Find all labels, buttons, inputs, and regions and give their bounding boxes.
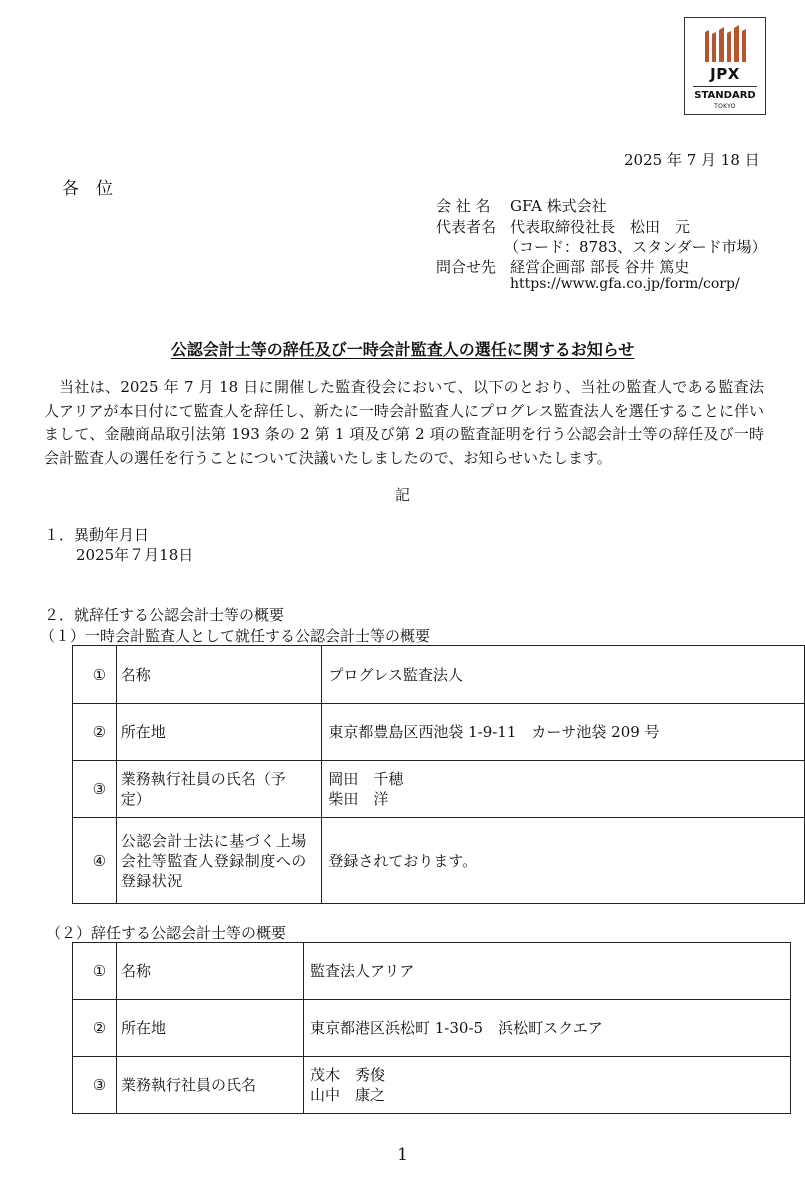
row-number: ① — [73, 943, 117, 1000]
contact-label: 問合せ先 — [436, 258, 497, 276]
jpx-standard-logo — [684, 17, 766, 115]
row-value: 登録されております。 — [322, 818, 805, 904]
table-row — [73, 1000, 791, 1057]
body-paragraph: 当社は、2025 年 7 月 18 日に開催した監査役会において、以下のとおり、当社の監査人である監査法人アリアが本日付にて監査人を辞任し、新たに一時会計監査人にプログレス監査法人を選任することに伴いまして、金融商品取引法第 193 条の 2 第 1 項及び第 2 項の監査証明を行う公認会計士等の辞任及び一時会計監査人の選任を行うことについて決議いたしましたので、お知らせいたします。 — [44, 378, 764, 467]
table-row — [73, 818, 805, 904]
addressee: 各 位 — [62, 179, 113, 199]
row-number: ② — [73, 1000, 117, 1057]
new-auditor-table — [72, 645, 805, 904]
row-number: ② — [73, 704, 117, 761]
row-label: 公認会計士法に基づく上場会社等監査人登録制度への登録状況 — [116, 818, 322, 904]
logo-standard-text: STANDARD — [694, 90, 756, 101]
company-name-label: 会 社 名 — [436, 197, 491, 215]
row-label: 名称 — [116, 646, 322, 704]
partner-name: 茂木 秀俊 — [310, 1066, 386, 1084]
ki-marker: 記 — [394, 486, 410, 504]
company-name: GFA 株式会社 — [510, 197, 607, 215]
row-value: 監査法人アリア — [304, 943, 791, 1000]
row-label: 所在地 — [116, 704, 322, 761]
section1-heading: １．異動年月日 — [44, 526, 150, 544]
contact-person: 経営企画部 部長 谷井 篤史 — [510, 258, 690, 276]
partner-name: 岡田 千穂 — [328, 770, 404, 788]
table-row — [73, 646, 805, 704]
row-value — [304, 1057, 791, 1114]
table-row — [73, 761, 805, 818]
table-row — [73, 943, 791, 1000]
logo-jpx-text: JPX — [710, 65, 740, 83]
table-row — [73, 1057, 791, 1114]
logo-divider — [693, 86, 757, 87]
row-label: 業務執行社員の氏名 — [117, 1057, 304, 1114]
row-label: 業務執行社員の氏名（予定） — [116, 761, 322, 818]
row-number: ① — [73, 646, 117, 704]
resigning-auditor-table — [72, 942, 791, 1114]
page-number: 1 — [397, 1145, 408, 1165]
document-title: 公認会計士等の辞任及び一時会計監査人の選任に関するお知らせ — [170, 340, 635, 359]
company-code: （コード：8783、スタンダード市場） — [504, 238, 767, 256]
row-value — [322, 761, 805, 818]
section2-sub1-heading: （１）一時会計監査人として就任する公認会計士等の概要 — [40, 627, 431, 645]
section2-sub2-heading: （２）辞任する公認会計士等の概要 — [46, 924, 287, 942]
partner-name: 柴田 洋 — [328, 790, 389, 808]
row-number: ④ — [73, 818, 117, 904]
logo-tokyo-text: TOKYO — [714, 103, 736, 110]
row-value: 東京都港区浜松町 1-30-5 浜松町スクエア — [304, 1000, 791, 1057]
representative-label: 代表者名 — [436, 218, 497, 236]
section1-value: 2025年７月18日 — [76, 546, 194, 564]
jpx-bars-icon — [703, 24, 749, 64]
contact-url[interactable]: https://www.gfa.co.jp/form/corp/ — [510, 276, 740, 292]
partner-name: 山中 康之 — [310, 1086, 386, 1104]
row-number: ③ — [73, 761, 117, 818]
document-date: 2025 年 7 月 18 日 — [624, 151, 760, 169]
row-value: 東京都豊島区西池袋 1-9-11 カーサ池袋 209 号 — [322, 704, 805, 761]
row-label: 所在地 — [117, 1000, 304, 1057]
section2-heading: ２．就辞任する公認会計士等の概要 — [44, 606, 285, 624]
row-number: ③ — [73, 1057, 117, 1114]
representative: 代表取締役社長 松田 元 — [510, 218, 691, 236]
row-label: 名称 — [117, 943, 304, 1000]
table-row — [73, 704, 805, 761]
row-value: プログレス監査法人 — [322, 646, 805, 704]
